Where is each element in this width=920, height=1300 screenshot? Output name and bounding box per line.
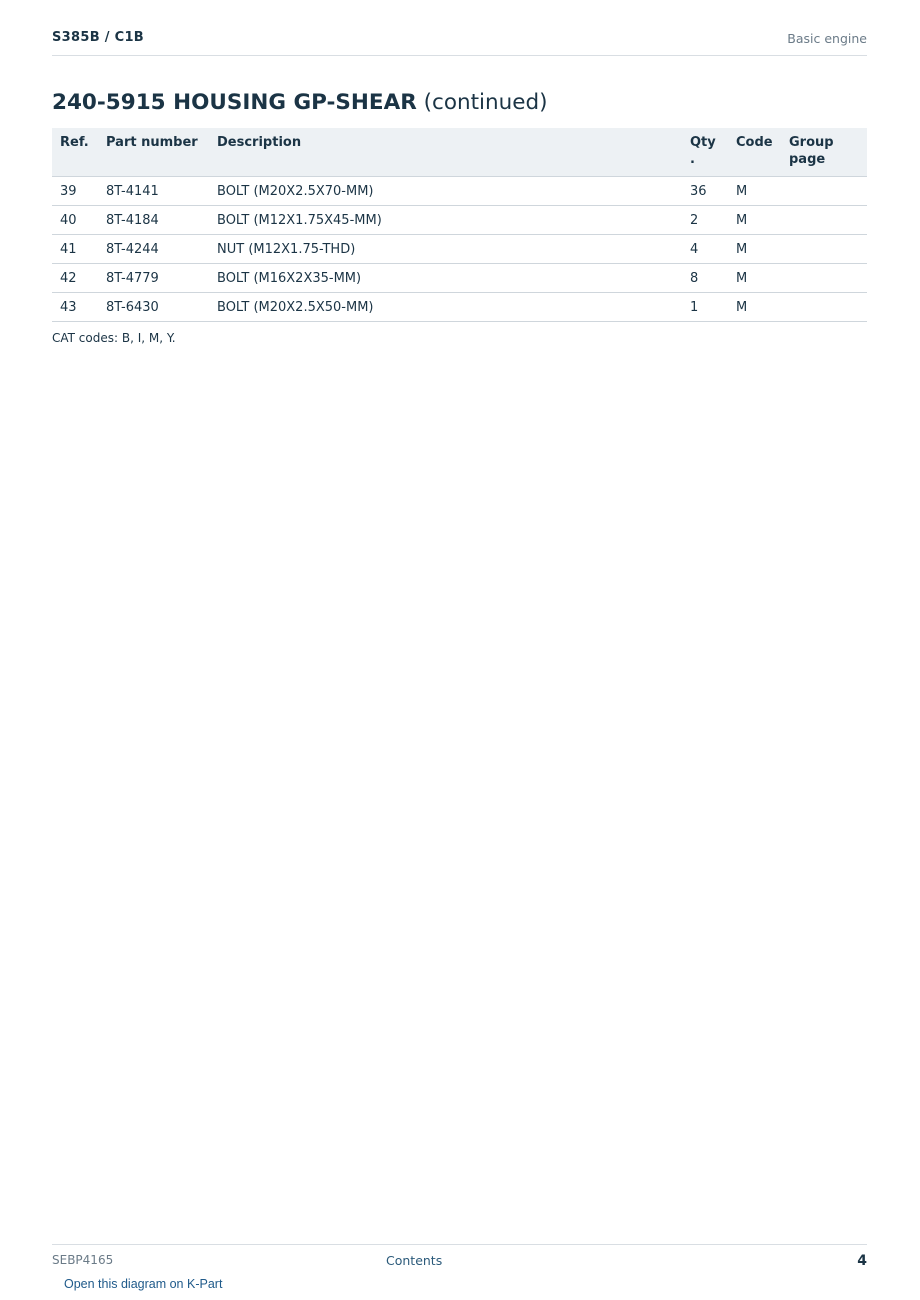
table-row	[52, 177, 867, 206]
cell-group-page	[781, 235, 867, 264]
cell-description: BOLT (M16X2X35-MM)	[209, 264, 682, 293]
cell-ref: 41	[52, 235, 98, 264]
part-number-header: Part number	[98, 128, 209, 177]
cell-description: NUT (M12X1.75-THD)	[209, 235, 682, 264]
parts-table	[52, 128, 867, 322]
doc-number: SEBP4165	[52, 1253, 114, 1267]
title-main: 240-5915 HOUSING GP-SHEAR	[52, 90, 417, 115]
cell-code: M	[728, 235, 781, 264]
cell-code: M	[728, 206, 781, 235]
kpart-link[interactable]: Open this diagram on K-Part	[64, 1277, 223, 1291]
cell-description: BOLT (M12X1.75X45-MM)	[209, 206, 682, 235]
cell-ref: 40	[52, 206, 98, 235]
cell-ref: 42	[52, 264, 98, 293]
cell-code: M	[728, 293, 781, 322]
table-header-row	[52, 128, 867, 177]
cell-qty: 1	[682, 293, 728, 322]
cell-ref: 39	[52, 177, 98, 206]
cell-part-number: 8T-4184	[98, 206, 209, 235]
contents-link[interactable]: Contents	[386, 1253, 443, 1268]
cell-part-number: 8T-4244	[98, 235, 209, 264]
cell-description: BOLT (M20X2.5X70-MM)	[209, 177, 682, 206]
cell-group-page	[781, 264, 867, 293]
cell-qty: 4	[682, 235, 728, 264]
section-label: Basic engine	[787, 31, 867, 46]
ref-header: Ref.	[52, 128, 98, 177]
cell-group-page	[781, 177, 867, 206]
description-header: Description	[209, 128, 682, 177]
page-header	[52, 28, 867, 56]
page-title	[52, 90, 548, 115]
cell-qty: 8	[682, 264, 728, 293]
cell-part-number: 8T-6430	[98, 293, 209, 322]
group-page-header: Group page	[781, 128, 867, 177]
table-row	[52, 235, 867, 264]
model-label: S385B / C1B	[52, 30, 145, 45]
cell-description: BOLT (M20X2.5X50-MM)	[209, 293, 682, 322]
table-row	[52, 293, 867, 322]
cell-group-page	[781, 293, 867, 322]
cell-part-number: 8T-4141	[98, 177, 209, 206]
cell-part-number: 8T-4779	[98, 264, 209, 293]
cell-code: M	[728, 264, 781, 293]
code-header: Code	[728, 128, 781, 177]
page-number: 4	[857, 1253, 867, 1269]
cell-ref: 43	[52, 293, 98, 322]
table-row	[52, 206, 867, 235]
table-row	[52, 264, 867, 293]
cell-group-page	[781, 206, 867, 235]
cat-codes: CAT codes: B, I, M, Y.	[52, 331, 176, 345]
qty-header: Qty .	[682, 128, 728, 177]
title-suffix: (continued)	[423, 90, 548, 115]
cell-qty: 2	[682, 206, 728, 235]
page-footer	[52, 1244, 867, 1291]
table-body	[52, 177, 867, 322]
cell-code: M	[728, 177, 781, 206]
cell-qty: 36	[682, 177, 728, 206]
